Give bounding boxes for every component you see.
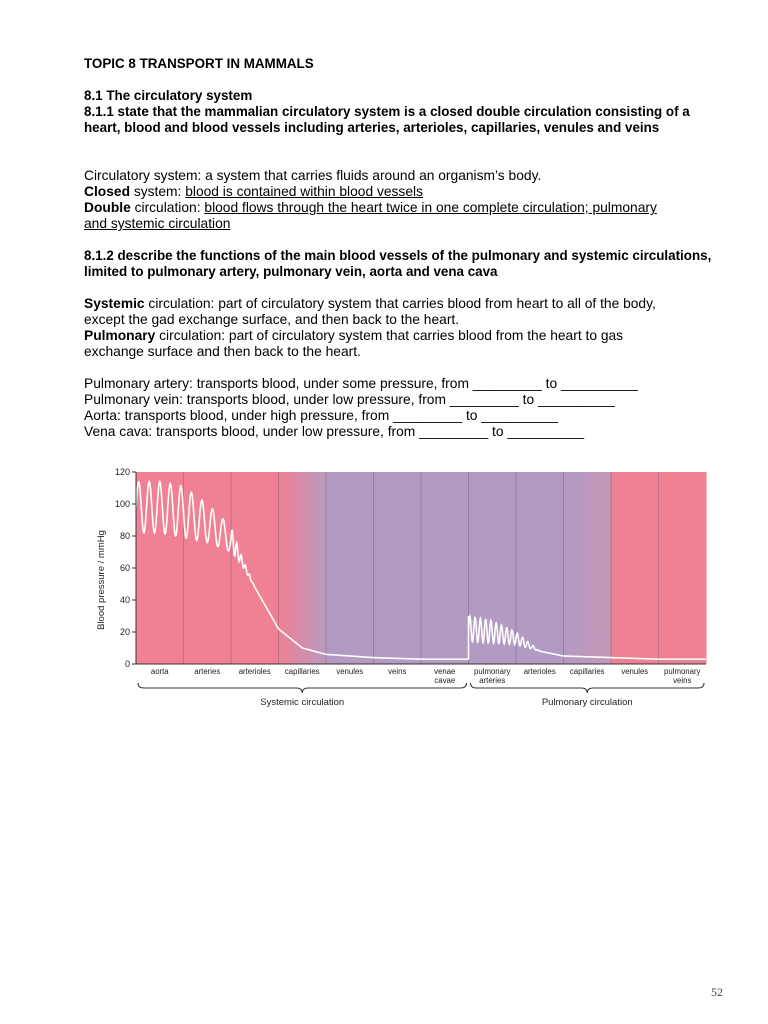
y-tick-label: 80 (119, 531, 130, 541)
learning-objective-2: 8.1.2 describe the functions of the main blood vessels of the pulmonary and systemic circulations, limited to pulmonary artery, pulmonary vein, aorta and vena cava (84, 248, 712, 279)
pulmonary-line-1: circulation: part of circulatory system that carries blood from the heart to gas (155, 328, 624, 343)
chart-region-band (611, 472, 659, 664)
double-definition-line-1: blood flows through the heart twice in one complete circulation; pulmonary (204, 200, 657, 215)
closed-system-definition (84, 184, 724, 200)
x-category-label: arterioles (238, 667, 271, 676)
x-category-label: arteries (194, 667, 221, 676)
x-category-label: venules (621, 667, 649, 676)
group-brace (138, 683, 467, 693)
blood-pressure-chart (92, 462, 718, 720)
blank-aorta: Aorta: transports blood, under high pressure, from _________ to __________ (84, 408, 559, 423)
group-label: Pulmonary circulation (541, 697, 633, 708)
y-tick-label: 40 (119, 595, 130, 605)
y-tick-label: 100 (114, 499, 130, 509)
x-category-label: pulmonary arteries (474, 667, 511, 685)
double-term: Double (84, 200, 131, 215)
y-tick-label: 0 (124, 659, 130, 669)
y-tick-label: 120 (114, 467, 130, 477)
chart-region-band (374, 472, 422, 664)
circulatory-system-definition: Circulatory system: a system that carries fluids around an organism’s body. (84, 168, 542, 183)
x-category-label: pulmonary veins (664, 667, 701, 685)
pulmonary-term: Pulmonary (84, 328, 156, 343)
learning-objective-1: 8.1.1 state that the mammalian circulatory system is a closed double circulation consisting of a heart, blood and blood vessels including arteries, arterioles, capillaries, venules and veins (84, 104, 690, 135)
pulmonary-definition (84, 328, 724, 344)
x-category-label: veins (388, 667, 407, 676)
section-heading (84, 88, 724, 104)
section-title: The circulatory system (106, 88, 253, 103)
systemic-line-2: except the gad exchange surface, and then back to the heart. (84, 312, 460, 327)
x-category-label: aorta (150, 667, 169, 676)
chart-region-band (184, 472, 232, 664)
systemic-definition (84, 296, 724, 312)
x-category-label: arterioles (523, 667, 556, 676)
chart-region-band (421, 472, 469, 664)
x-category-label: venules (336, 667, 364, 676)
systemic-term: Systemic (84, 296, 145, 311)
group-label: Systemic circulation (260, 697, 345, 708)
x-category-label: capillaries (569, 667, 605, 676)
blank-pulmonary-vein: Pulmonary vein: transports blood, under low pressure, from _________ to __________ (84, 392, 615, 407)
y-tick-label: 20 (119, 627, 130, 637)
double-definition-continued (84, 216, 724, 232)
chart-region-band (659, 472, 707, 664)
x-category-label: capillaries (284, 667, 320, 676)
y-axis-label: Blood pressure / mmHg (96, 530, 107, 630)
blank-vena-cava: Vena cava: transports blood, under low pressure, from _________ to __________ (84, 424, 585, 439)
x-category-label: venae cavae (434, 667, 456, 685)
double-definition-line-2: and systemic circulation (84, 216, 231, 231)
chart-region-band (136, 472, 184, 664)
closed-label-rest: system: (130, 184, 186, 199)
chart-region-band (516, 472, 564, 664)
pulmonary-line-2: exchange surface and then back to the heart. (84, 344, 361, 359)
chart-region-band (326, 472, 374, 664)
closed-term: Closed (84, 184, 130, 199)
chart-region-band (231, 472, 279, 664)
blank-pulmonary-artery: Pulmonary artery: transports blood, under some pressure, from _________ to __________ (84, 376, 638, 391)
systemic-line-1: circulation: part of circulatory system that carries blood from heart to all of the body, (144, 296, 656, 311)
section-number: 8.1 (84, 88, 103, 103)
double-circulation-definition (84, 200, 724, 216)
closed-definition: blood is contained within blood vessels (185, 184, 423, 199)
y-tick-label: 60 (119, 563, 130, 573)
double-label-rest: circulation: (130, 200, 205, 215)
group-brace (471, 683, 705, 693)
page-number: 52 (711, 985, 723, 999)
chart-region-band (564, 472, 612, 664)
topic-heading: TOPIC 8 TRANSPORT IN MAMMALS (84, 56, 314, 71)
